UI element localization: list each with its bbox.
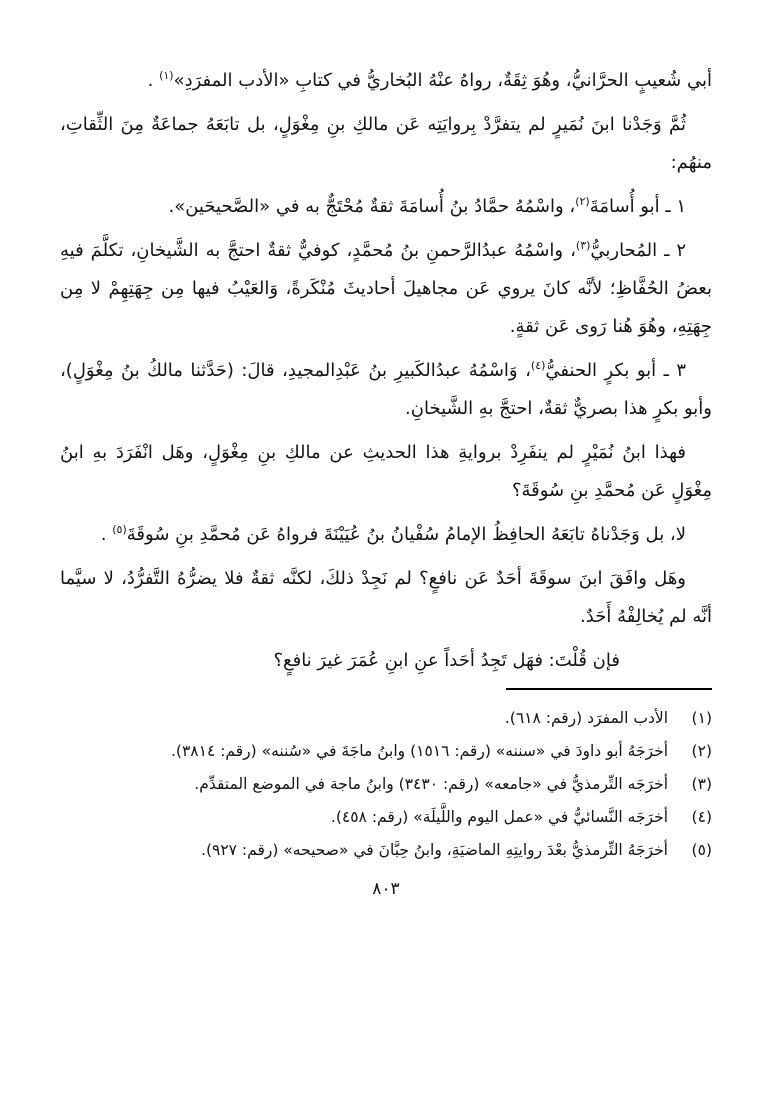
footnote-3 — [60, 768, 712, 801]
footnote-ref: (٢) — [575, 195, 590, 208]
footnote-ref: (٤) — [530, 359, 546, 372]
footnote-ref: (١) — [159, 69, 174, 82]
footnote-number: (٣) — [691, 775, 712, 793]
footnote-2 — [60, 735, 712, 768]
paragraph-ibn-numayr: ثُمَّ وَجَدْنا ابنَ نُمَيرٍ لم يتفرَّدْ بِروايَتِه عَن مالكِ بنِ مِغْوَلٍ، بل تابَعَهُ جماعَةٌ مِنَ الثِّقاتِ، منهُم: — [60, 114, 712, 173]
footnote-1 — [60, 702, 712, 735]
body-text — [60, 62, 712, 680]
list-item-abu-usama: ١ ـ أبو أُسامَةَ$^{(٢)}$، واسْمُهُ حمَّادُ بنُ أُسامَةَ ثقةٌ مُحْتَجٌّ به في «الصَّحيحَين». — [168, 195, 686, 217]
page-number: ٨٠٣ — [372, 879, 400, 899]
footnotes-section — [60, 688, 712, 867]
footnote-number: (٥) — [691, 841, 712, 859]
list-item-abu-bakr-alhanafi: ٣ ـ أبو بكرٍ الحنفيُّ$^{(٤)}$، وَاسْمُهُ عبدُالكَبيرِ بنُ عَبْدِالمجيدِ، قالَ: (حَدَّثنا مالكُ بنُ مِغْوَلٍ)، وأبو بكرٍ هذا بصريٌّ ثقةٌ، احتجَّ بهِ الشَّيخانِ. — [60, 359, 712, 419]
footnote-number: (٤) — [691, 808, 712, 826]
paragraph-sufyan-mutabaa: لا، بل وَجَدْناهُ تابَعَهُ الحافِظُ الإمامُ سُفْيانُ بنُ عُيَيْنَةَ فرواهُ عَن مُحمَّدِ بنِ سُوقَةَ$^{(٥)}$ . — [100, 523, 686, 545]
footnote-5 — [60, 834, 712, 867]
footnote-text: الأدب المفرَد (رقم: ٦١٨). — [504, 709, 668, 727]
paragraph-final-question: فإن قُلْتَ: فهَل تَجِدُ أحَداً عنِ ابنِ عُمَرَ غيرَ نافعٍ؟ — [273, 650, 620, 671]
footnote-ref: (٥) — [112, 523, 127, 536]
paragraph-continuation: أبي شُعيبٍ الحرَّانيُّ، وهُوَ ثِقَةٌ، رواهُ عنْهُ البُخاريُّ في كتابِ «الأدب المفرَدِ»$^{(١)}$ . — [147, 69, 712, 91]
footnote-separator-line — [506, 688, 712, 690]
paragraph-ibn-suqa-nafi: وهَل وافَقَ ابنَ سوقَةَ أحَدٌ عَن نافعٍ؟ لم نَجِدْ ذلكَ، لكنَّه ثقةٌ فلا يضرُّهُ التَّفرُّدُ، لا سيَّما أنَّه لم يُخالِفْهُ أَحَدٌ. — [60, 568, 712, 627]
footnote-4 — [60, 801, 712, 834]
paragraph-tafarrud-question: فهذا ابنُ نُمَيْرٍ لم ينفَرِدْ بروايةِ هذا الحديثِ عن مالكِ بنِ مِغْوَلٍ، وهَل انْفَرَدَ بهِ ابنُ مِغْوَلٍ عَن مُحمَّدِ بنِ سُوقَةَ؟ — [60, 442, 712, 501]
footnote-number: (٢) — [691, 742, 712, 760]
footnote-text: أخرَجَهُ أبو داودَ في «سننه» (رقم: ١٥١٦) وابنُ ماجَةَ في «سُننه» (رقم: ٣٨١٤). — [170, 742, 668, 760]
list-item-al-muharibi: ٢ ـ المُحاربيُّ$^{(٣)}$، واسْمُهُ عبدُالرَّحمنِ بنُ مُحمَّدٍ، كوفيٌّ ثقةٌ احتجَّ به الشَّيخانِ، تكلَّمَ فيهِ بعضُ الحُفَّاظِ؛ لأنَّه كانَ يروي عَن مجاهيلَ أحاديثَ مُنْكَرةً، وَالعَيْبُ فيها مِن جِهَتِهِمْ لا مِن جِهَتِهِ، وهُوَ هُنا رَوى عَن ثقةٍ. — [60, 239, 712, 337]
footnote-text: أخرَجَه التِّرمذيُّ في «جامعه» (رقم: ٣٤٣٠) وابنُ ماجة في الموضع المتقدِّم. — [194, 775, 668, 793]
footnote-number: (١) — [691, 709, 712, 727]
footnote-text: أخرَجَه النَّسائيُّ في «عمل اليوم واللَّيلَة» (رقم: ٤٥٨). — [330, 808, 668, 826]
footnote-text: أخرَجَهُ التِّرمذيُّ بعْدَ روايتِهِ الماضيَةِ، وابنُ حِبَّانَ في «صحيحه» (رقم: ٩٢٧). — [201, 841, 668, 859]
footnote-ref: (٣) — [575, 239, 591, 252]
